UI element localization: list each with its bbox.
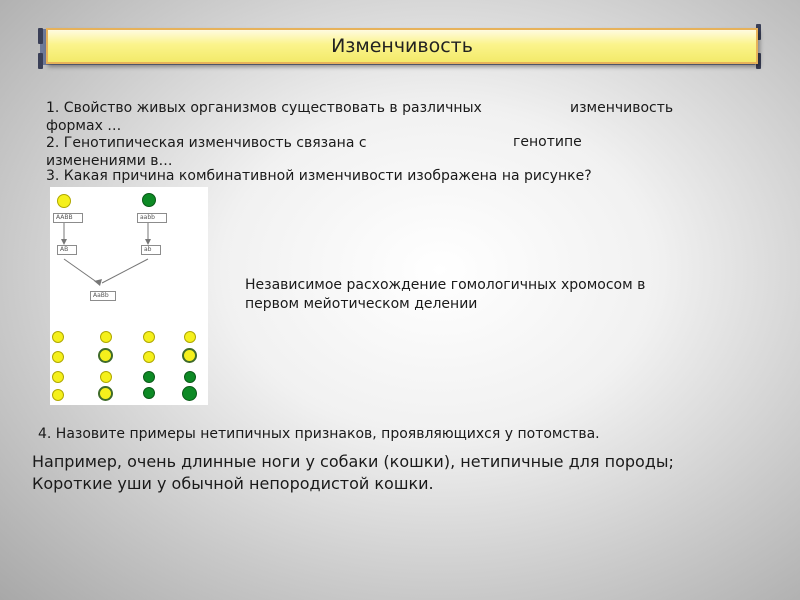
- offspring-gamete: [182, 348, 197, 363]
- slide-title: Изменчивость: [331, 35, 473, 57]
- offspring-gamete: [100, 371, 112, 383]
- offspring-gamete: [143, 387, 155, 399]
- offspring-gamete: [143, 351, 155, 363]
- answer-3: Независимое расхождение гомологичных хромосом в первом мейотическом делении: [245, 277, 646, 312]
- offspring-gamete: [182, 386, 197, 401]
- question-1: 1. Свойство живых организмов существовать в различных формах …: [46, 100, 482, 134]
- bracket-left-top: [38, 28, 43, 44]
- offspring-gamete: [98, 348, 113, 363]
- answer-1: изменчивость: [570, 100, 674, 116]
- offspring-gamete: [184, 331, 196, 343]
- parent2-label: aabb: [137, 213, 167, 223]
- question-4: 4. Назовите примеры нетипичных признаков, проявляющихся у потомства.: [38, 426, 600, 442]
- offspring-gamete: [52, 389, 64, 401]
- answer-4-line1: Например, очень длинные ноги у собаки (кошки), нетипичные для породы;: [32, 452, 674, 471]
- gamete2-label: ab: [141, 245, 161, 255]
- bracket-left-bottom: [38, 53, 43, 69]
- hybrid-label: AaBb: [90, 291, 116, 301]
- crossing-diagram: [50, 187, 208, 405]
- question-3: 3. Какая причина комбинативной изменчивости изображена на рисунке?: [46, 168, 592, 184]
- answer-2: генотипе: [513, 134, 582, 150]
- offspring-gamete: [184, 371, 196, 383]
- parent1-gamete: [57, 194, 71, 208]
- parent1-label: AABB: [53, 213, 83, 223]
- offspring-gamete: [143, 331, 155, 343]
- title-bar: [46, 28, 758, 64]
- offspring-gamete: [100, 331, 112, 343]
- offspring-gamete: [52, 351, 64, 363]
- gamete1-label: AB: [57, 245, 77, 255]
- parent2-gamete: [142, 193, 156, 207]
- offspring-gamete: [52, 331, 64, 343]
- answer-4-line2: Короткие уши у обычной непородистой кошки.: [32, 474, 434, 493]
- offspring-gamete: [98, 386, 113, 401]
- question-2: 2. Генотипическая изменчивость связана с изменениями в…: [46, 135, 367, 169]
- offspring-gamete: [143, 371, 155, 383]
- offspring-gamete: [52, 371, 64, 383]
